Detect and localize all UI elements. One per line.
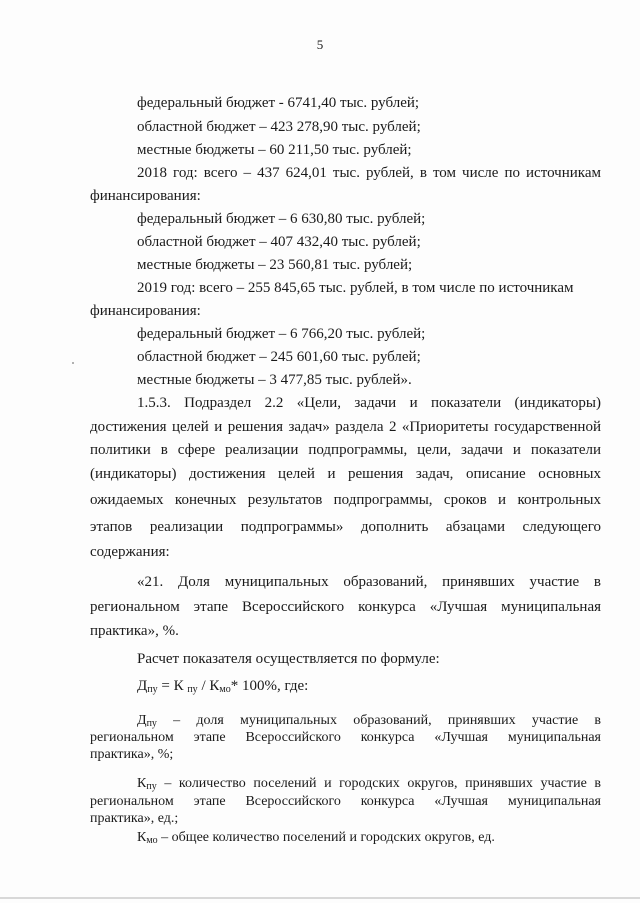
scan-speck: [72, 362, 74, 364]
def-k-text: – количество поселений и городских округов, принявших участие в: [164, 776, 602, 791]
text-line: федеральный бюджет – 6 630,80 тыс. рублей;: [137, 211, 426, 227]
text-line: содержания:: [90, 544, 170, 560]
text-line: практика», ед.;: [90, 811, 179, 826]
text-line: региональном этапе Всероссийского конкурса «Лучшая муниципальная: [90, 599, 601, 615]
def-pu-subscript: пу: [146, 781, 157, 792]
text-line: Расчет показателя осуществляется по формуле:: [137, 651, 440, 667]
formula-k-symbol: К: [173, 678, 184, 694]
text-line: местные бюджеты – 60 211,50 тыс. рублей;: [137, 142, 412, 158]
formula-pu-subscript: пу: [187, 684, 198, 695]
text-line: региональном этапе Всероссийского конкурса «Лучшая муниципальная: [90, 730, 601, 745]
formula-pu-subscript: пу: [147, 684, 158, 695]
def-dash: –: [173, 713, 181, 728]
formula-mo-subscript: мо: [219, 684, 231, 695]
page-number: 5: [316, 37, 324, 52]
text-line: практика», %;: [90, 747, 174, 762]
text-line: 2019 год: всего – 255 845,65 тыс. рублей, в том числе по источникам: [137, 280, 574, 296]
text-line: региональном этапе Всероссийского конкурса «Лучшая муниципальная: [90, 794, 601, 809]
text-line: местные бюджеты – 3 477,85 тыс. рублей».: [137, 372, 412, 388]
text-line: (индикаторы) достижения целей и решения задач, описание основных: [90, 466, 601, 482]
def-pu-subscript: пу: [146, 718, 157, 729]
text-line: 2018 год: всего – 437 624,01 тыс. рублей, в том числе по источникам: [137, 165, 601, 181]
text-line: местные бюджеты – 23 560,81 тыс. рублей;: [137, 257, 413, 273]
text-line: ожидаемых конечных результатов подпрограммы, сроков и контрольных: [90, 492, 601, 508]
text-line: этапов реализации подпрограммы» дополнить абзацами следующего: [90, 519, 601, 535]
text-line: финансирования:: [90, 188, 201, 204]
text-line: политики в сфере реализации подпрограммы, цели, задачи и показатели: [90, 442, 601, 458]
text-line: «21. Доля муниципальных образований, принявших участие в: [137, 574, 601, 590]
text-line: федеральный бюджет - 6741,40 тыс. рублей;: [137, 95, 420, 111]
def-k-symbol: К: [137, 776, 147, 791]
def-d-text: доля муниципальных образований, принявших участие в: [196, 713, 602, 728]
text-line: достижения целей и решения задач» раздела 2 «Приоритеты государственной: [90, 419, 601, 435]
definition-line: [137, 712, 601, 729]
def-d-symbol: Д: [137, 713, 147, 728]
formula-k-symbol: К: [209, 678, 220, 694]
text-line: финансирования:: [90, 303, 201, 319]
text-line: областной бюджет – 423 278,90 тыс. рублей;: [137, 119, 421, 135]
def-kmo-symbol: К: [137, 830, 147, 845]
text-line: 1.5.3. Подраздел 2.2 «Цели, задачи и показатели (индикаторы): [137, 395, 601, 411]
def-mo-subscript: мо: [146, 835, 158, 846]
definition-line: [137, 829, 495, 846]
text-line: областной бюджет – 245 601,60 тыс. рублей;: [137, 349, 421, 365]
formula-rest: * 100%, где:: [230, 678, 309, 694]
definition-line: [137, 775, 601, 792]
formula-d-symbol: Д: [137, 678, 148, 694]
text-line: практика», %.: [90, 623, 179, 639]
formula-line: $Д_{пу} = К$ $_{пу} / К_{мо}*$ 100%, где:: [137, 678, 309, 695]
def-kmo-text: – общее количество поселений и городских округов, ед.: [161, 830, 495, 845]
scan-edge-line: [0, 897, 640, 899]
text-line: федеральный бюджет – 6 766,20 тыс. рублей;: [137, 326, 426, 342]
text-line: областной бюджет – 407 432,40 тыс. рублей;: [137, 234, 421, 250]
